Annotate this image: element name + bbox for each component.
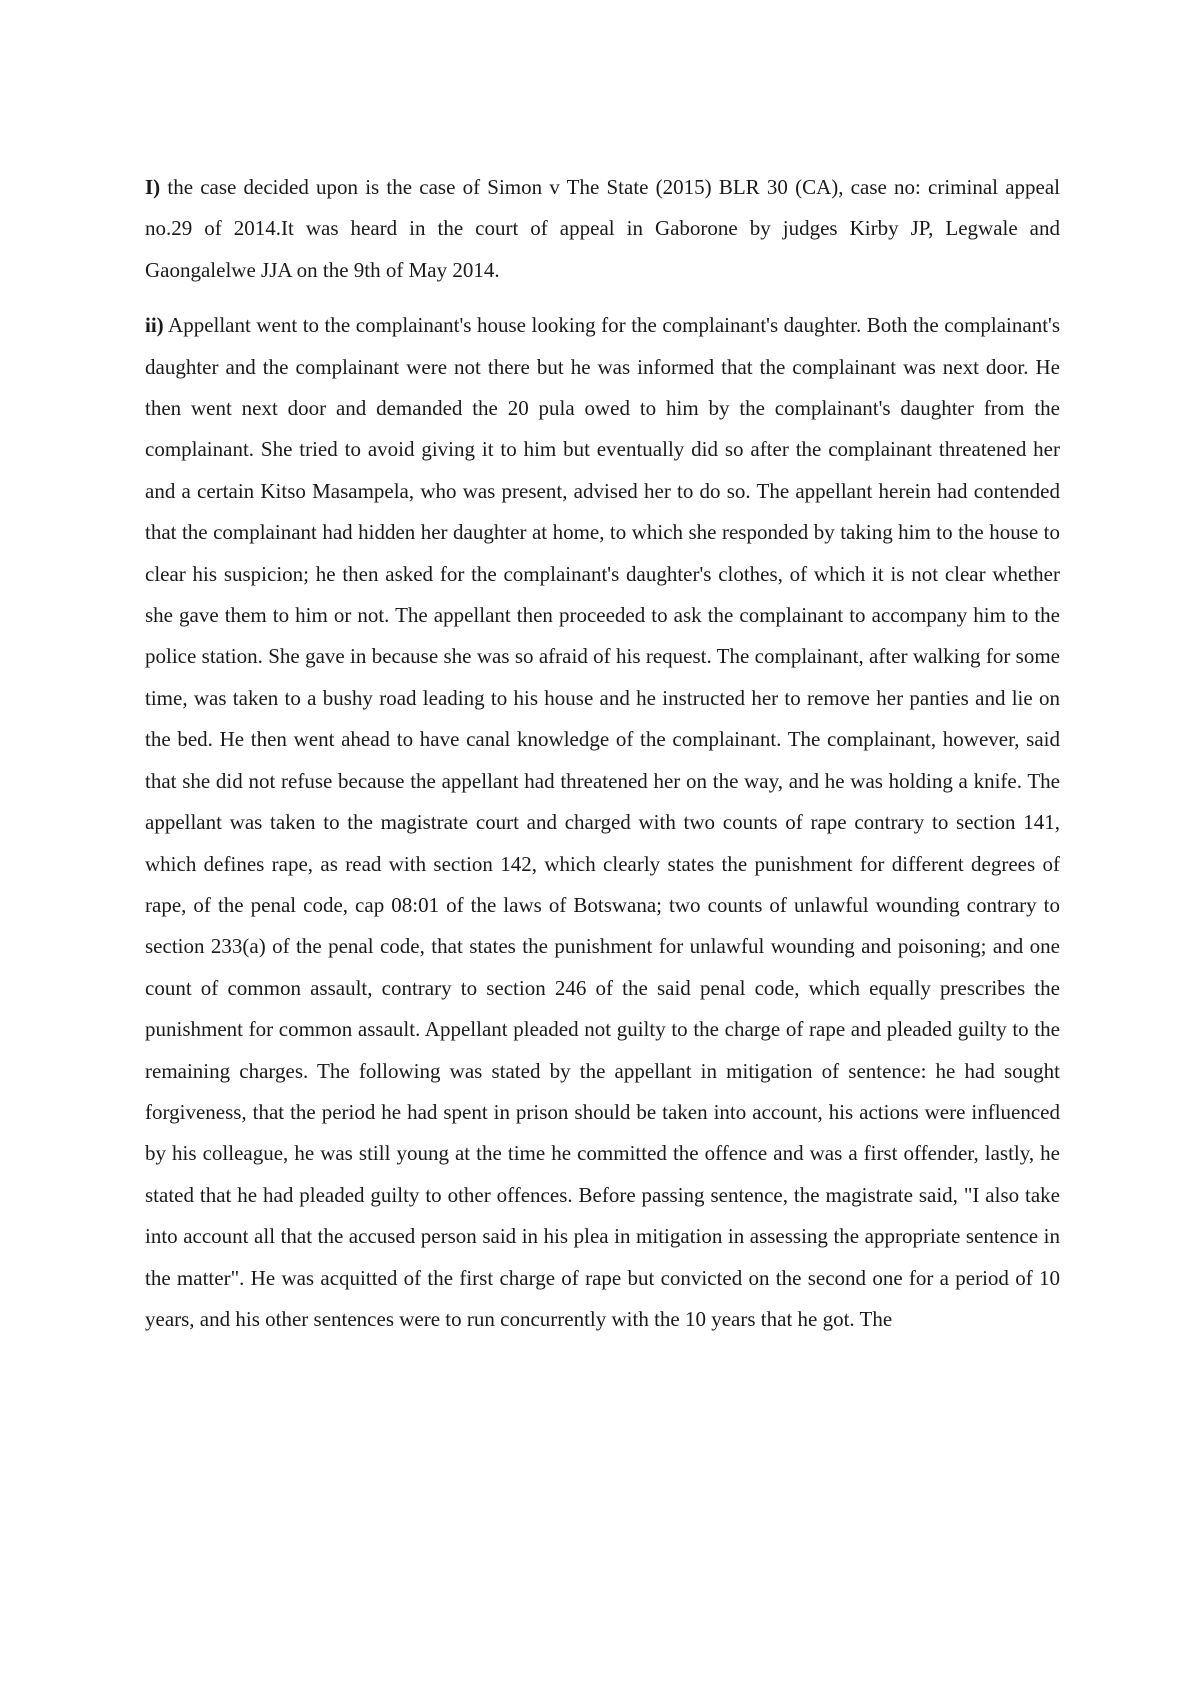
- paragraph-text: the case decided upon is the case of Simon v The State (2015) BLR 30 (CA), case no: criminal appeal no.29 of 2014.It was heard in the court of appeal in Gaborone by judges Kirby JP, Legwale and Gaongalelwe JJA on the 9th of May 2014.: [145, 175, 1060, 282]
- paragraph-marker: ii): [145, 313, 164, 338]
- document-body: [145, 167, 1060, 1340]
- paragraph-facts: [145, 305, 1060, 1340]
- paragraph-case-details: [145, 167, 1060, 291]
- paragraph-text: Appellant went to the complainant's house looking for the complainant's daughter. Both the complainant's daughter and the complainant were not there but he was informed that the complainant was next door. He then went next door and demanded the 20 pula owed to him by the complainant's daughter from the complainant. She tried to avoid giving it to him but eventually did so after the complainant threatened her and a certain Kitso Masampela, who was present, advised her to do so. The appellant herein had contended that the complainant had hidden her daughter at home, to which she responded by taking him to the house to clear his suspicion; he then asked for the complainant's daughter's clothes, of which it is not clear whether she gave them to him or not. The appellant then proceeded to ask the complainant to accompany him to the police station. She gave in because she was so afraid of his request. The complainant, after walking for some time, was taken to a bushy road leading to his house and he instructed her to remove her panties and lie on the bed. He then went ahead to have canal knowledge of the complainant. The complainant, however, said that she did not refuse because the appellant had threatened her on the way, and he was holding a knife. The appellant was taken to the magistrate court and charged with two counts of rape contrary to section 141, which defines rape, as read with section 142, which clearly states the punishment for different degrees of rape, of the penal code, cap 08:01 of the laws of Botswana; two counts of unlawful wounding contrary to section 233(a) of the penal code, that states the punishment for unlawful wounding and poisoning; and one count of common assault, contrary to section 246 of the said penal code, which equally prescribes the punishment for common assault. Appellant pleaded not guilty to the charge of rape and pleaded guilty to the remaining charges. The following was stated by the appellant in mitigation of sentence: he had sought forgiveness, that the period he had spent in prison should be taken into account, his actions were influenced by his colleague, he was still young at the time he committed the offence and was a first offender, lastly, he stated that he had pleaded guilty to other offences. Before passing sentence, the magistrate said, "I also take into account all that the accused person said in his plea in mitigation in assessing the appropriate sentence in the matter". He was acquitted of the first charge of rape but convicted on the second one for a period of 10 years, and his other sentences were to run concurrently with the 10 years that he got. The: [145, 313, 1060, 1331]
- paragraph-marker: I): [145, 175, 161, 199]
